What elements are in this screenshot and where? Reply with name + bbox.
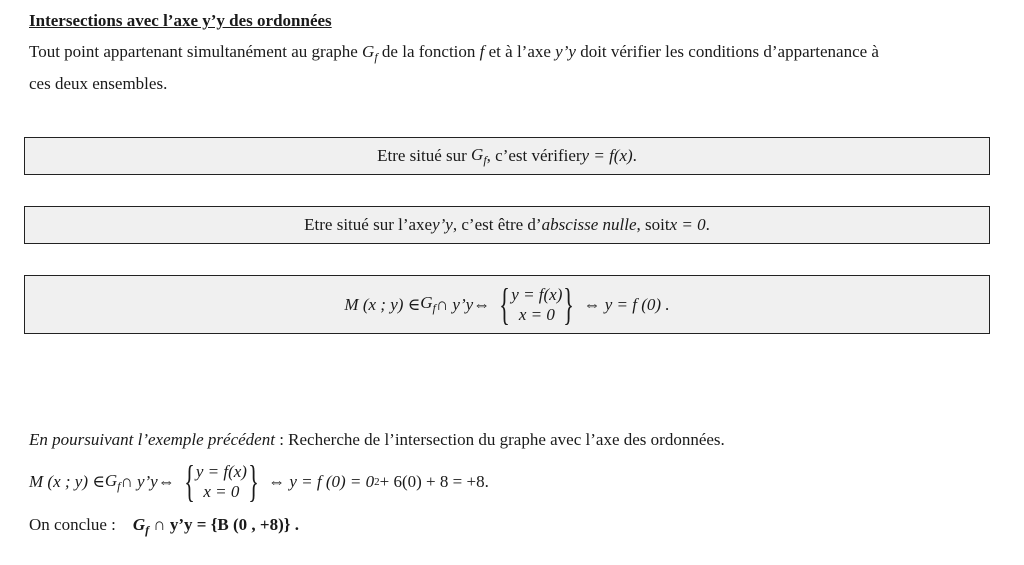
equation-system: { y = f(x) x = 0 } <box>499 279 575 329</box>
left-brace-icon: { <box>184 457 195 506</box>
equivalence-box: M (x ; y) ∈ $G_f$ ∩ y’y ⇔ { y = f(x) x = 0 } ⇔ y = f (0) . <box>24 275 990 334</box>
intro-line-1: Tout point appartenant simultanément au graphe $G_f$ de la fonction f et à l’axe y’y doit vérifier les conditions d’appartenance à <box>29 42 879 64</box>
section-title: Intersections avec l’axe y’y des ordonnées <box>29 11 332 30</box>
graph-symbol: $G_f$ <box>420 293 436 315</box>
left-brace-icon: { <box>499 279 510 329</box>
equation-system: { y = f(x) x = 0 } <box>184 457 259 506</box>
intro-line-2: ces deux ensembles. <box>29 74 168 93</box>
conclusion: On conclue : $G_f$ ∩ y’y = {B (0 , +8)} . <box>29 515 299 537</box>
condition-box-graph: Etre situé sur $G_f$ , c’est vérifier y = f(x) . <box>24 137 990 175</box>
graph-symbol: $G_f$ <box>362 42 378 64</box>
condition-box-axis: Etre situé sur l’axe y’y , c’est être d’ abscisse nulle , soit x = 0 . <box>24 206 990 244</box>
example-equation: M (x ; y) ∈ $G_f$ ∩ y’y ⇔ { y = f(x) x = 0 } ⇔ y = f (0) = 0 2 + 6(0) + 8 = +8. <box>29 457 489 506</box>
right-brace-icon: } <box>563 279 575 329</box>
example-intro: En poursuivant l’exemple précédent : Recherche de l’intersection du graphe avec l’axe des ordonnées. <box>29 430 725 449</box>
graph-symbol: $G_f$ <box>132 515 150 537</box>
graph-symbol: $G_f$ <box>471 144 487 167</box>
right-brace-icon: } <box>248 457 259 506</box>
graph-symbol: $G_f$ <box>104 470 121 493</box>
